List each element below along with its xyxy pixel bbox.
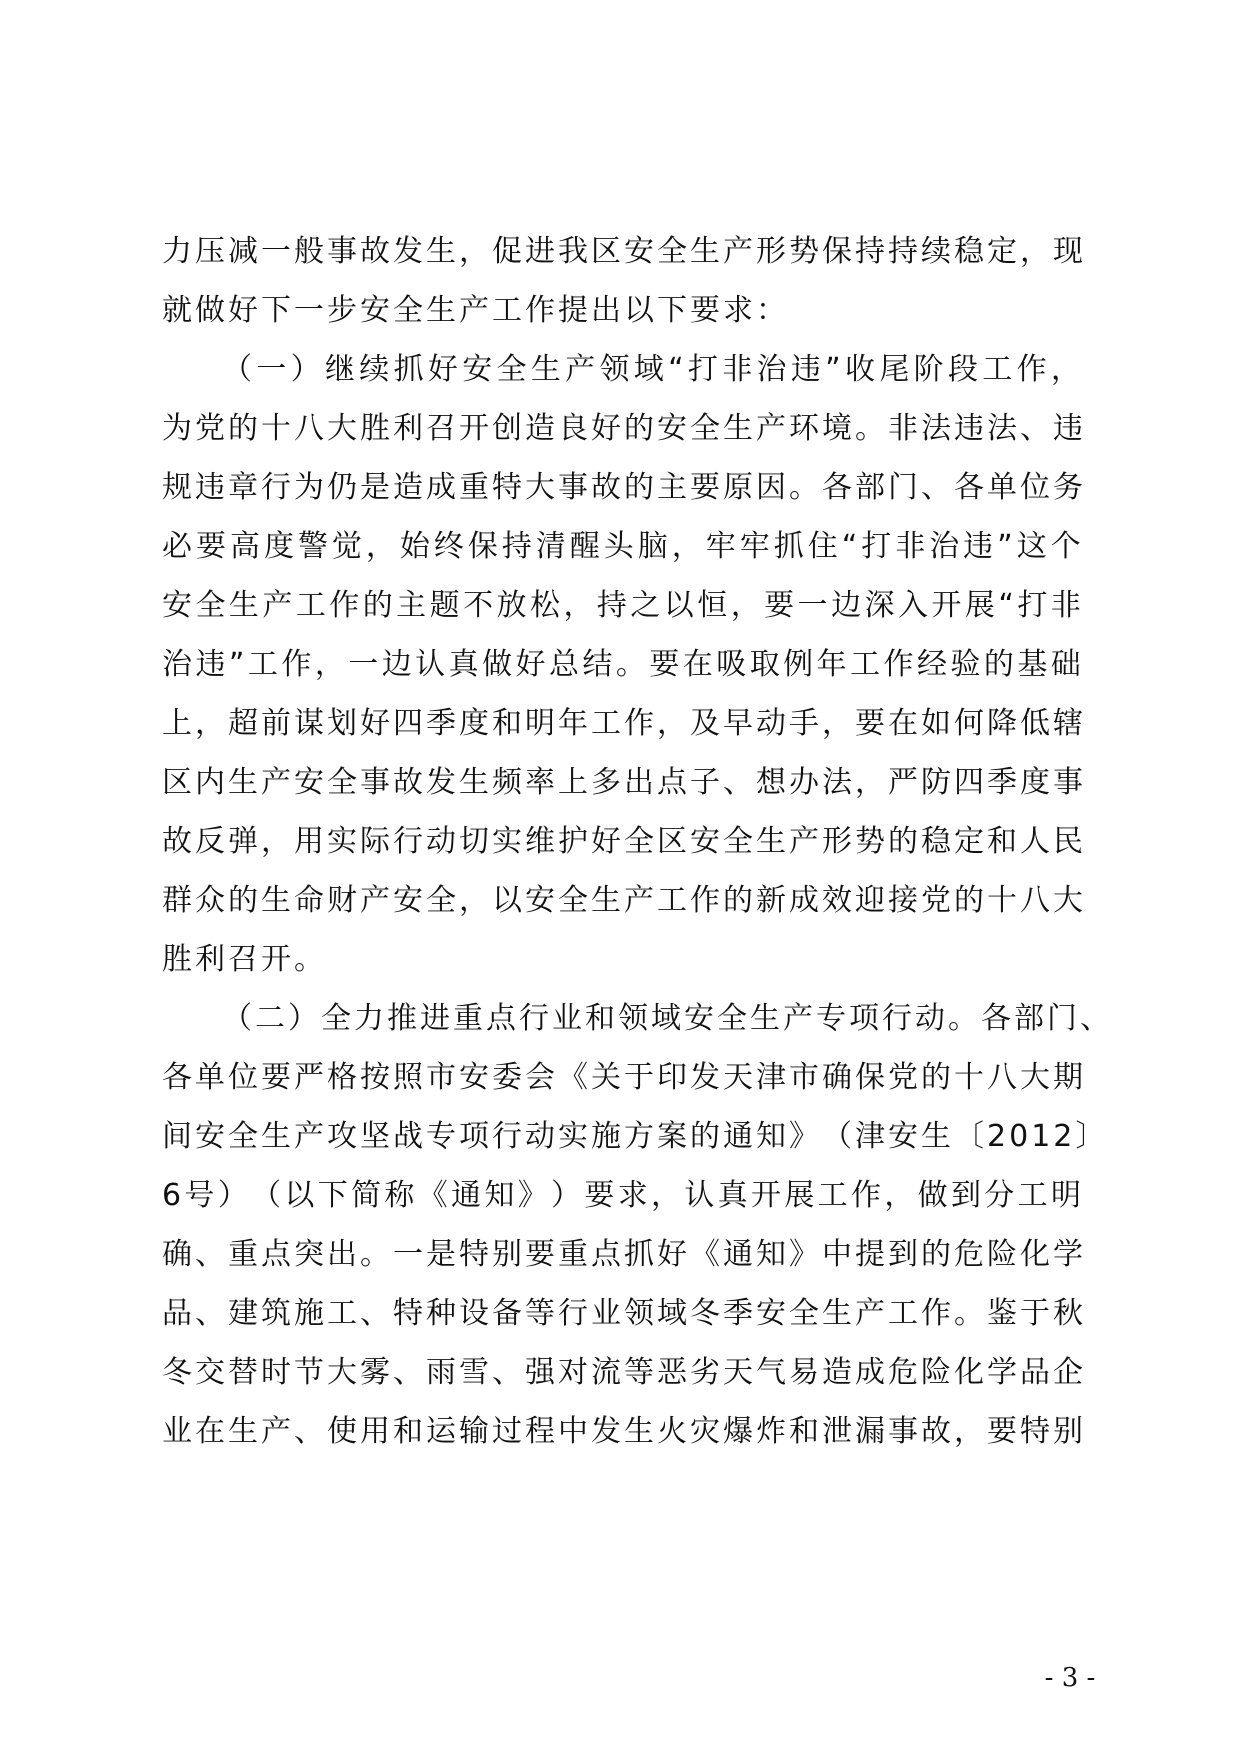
line-text: 力 压 减 一 般 事 故 发 生 ， 促 进 我 区 安 全 生 产 形 势 保 持 持 续 稳 定 ， 现 xyxy=(162,234,1086,269)
line-text: 6 号 ） （ 以 下 简 称 《 通 知 》 ） 要 求 ， 认 真 开 展 工 作 ， 做 到 分 工 明 xyxy=(162,1178,1084,1213)
text-line xyxy=(162,635,1084,694)
line-text: 规 违 章 行 为 仍 是 造 成 重 特 大 事 故 的 主 要 原 因 。 各 部 门 、 各 单 位 务 xyxy=(162,470,1086,505)
line-text: 就做好下一步安全生产工作提出以下要求： xyxy=(162,293,789,328)
text-line xyxy=(162,458,1084,517)
section-heading-line xyxy=(162,340,1084,399)
line-text: 胜利召开。 xyxy=(162,942,327,977)
line-text: 故 反 弹 ， 用 实 际 行 动 切 实 维 护 好 全 区 安 全 生 产 形 势 的 稳 定 和 人 民 xyxy=(162,824,1086,859)
line-text: 确 、 重 点 突 出 。 一 是 特 别 要 重 点 抓 好 《 通 知 》 中 提 到 的 危 险 化 学 xyxy=(162,1237,1086,1272)
page-number: - 3 - xyxy=(1044,1663,1096,1693)
line-text: 间 安 全 生 产 攻 坚 战 专 项 行 动 实 施 方 案 的 通 知 》 （ 津 安 生 〔 2 0 1 2 〕 xyxy=(162,1119,1109,1154)
line-text: 必 要 高 度 警 觉 ， 始 终 保 持 清 醒 头 脑 ， 牢 牢 抓 住 “ 打 非 治 违 ” 这 个 xyxy=(162,529,1084,564)
line-text: 各 单 位 要 严 格 按 照 市 安 委 会 《 关 于 印 发 天 津 市 确 保 党 的 十 八 大 期 xyxy=(162,1060,1086,1095)
text-line xyxy=(162,753,1084,812)
text-line xyxy=(162,871,1084,930)
text-line xyxy=(162,1166,1084,1225)
text-line xyxy=(162,1048,1084,1107)
text-line xyxy=(162,812,1084,871)
text-line xyxy=(162,1402,1084,1461)
text-line xyxy=(162,1343,1084,1402)
text-line xyxy=(162,694,1084,753)
text-line xyxy=(162,399,1084,458)
line-text: 群 众 的 生 命 财 产 安 全 ， 以 安 全 生 产 工 作 的 新 成 效 迎 接 党 的 十 八 大 xyxy=(162,883,1086,918)
text-line xyxy=(162,1107,1109,1166)
text-line xyxy=(162,930,1084,989)
text-line xyxy=(162,1225,1084,1284)
text-line xyxy=(162,1284,1084,1343)
text-line xyxy=(162,281,1084,340)
line-text: 治 违 ” 工 作 ， 一 边 认 真 做 好 总 结 。 要 在 吸 取 例 年 工 作 经 验 的 基 础 xyxy=(162,647,1084,682)
line-text: 为 党 的 十 八 大 胜 利 召 开 创 造 良 好 的 安 全 生 产 环 境 。 非 法 违 法 、 违 xyxy=(162,411,1086,446)
text-line xyxy=(162,576,1084,635)
section-heading-line xyxy=(162,989,1113,1048)
line-text: 安 全 生 产 工 作 的 主 题 不 放 松 ， 持 之 以 恒 ， 要 一 边 深 入 开 展 “ 打 非 xyxy=(162,588,1084,623)
line-text: 业 在 生 产 、 使 用 和 运 输 过 程 中 发 生 火 灾 爆 炸 和 泄 漏 事 故 ， 要 特 别 xyxy=(162,1414,1086,1449)
text-line xyxy=(162,222,1084,281)
line-text: 冬 交 替 时 节 大 雾 、 雨 雪 、 强 对 流 等 恶 劣 天 气 易 造 成 危 险 化 学 品 企 xyxy=(162,1355,1086,1390)
line-text: 上 ， 超 前 谋 划 好 四 季 度 和 明 年 工 作 ， 及 早 动 手 ， 要 在 如 何 降 低 辖 xyxy=(162,706,1086,741)
line-text: 区 内 生 产 安 全 事 故 发 生 频 率 上 多 出 点 子 、 想 办 法 ， 严 防 四 季 度 事 xyxy=(162,765,1086,800)
line-text: （ 一 ） 继 续 抓 好 安 全 生 产 领 域 “ 打 非 治 违 ” 收 尾 阶 段 工 作 ， xyxy=(222,352,1084,387)
line-text: 品 、 建 筑 施 工 、 特 种 设 备 等 行 业 领 域 冬 季 安 全 生 产 工 作 。 鉴 于 秋 xyxy=(162,1296,1086,1331)
text-line xyxy=(162,517,1084,576)
document-body xyxy=(162,222,1113,1461)
line-text: （ 二 ） 全 力 推 进 重 点 行 业 和 领 域 安 全 生 产 专 项 行 动 。 各 部 门 、 xyxy=(222,1001,1113,1036)
